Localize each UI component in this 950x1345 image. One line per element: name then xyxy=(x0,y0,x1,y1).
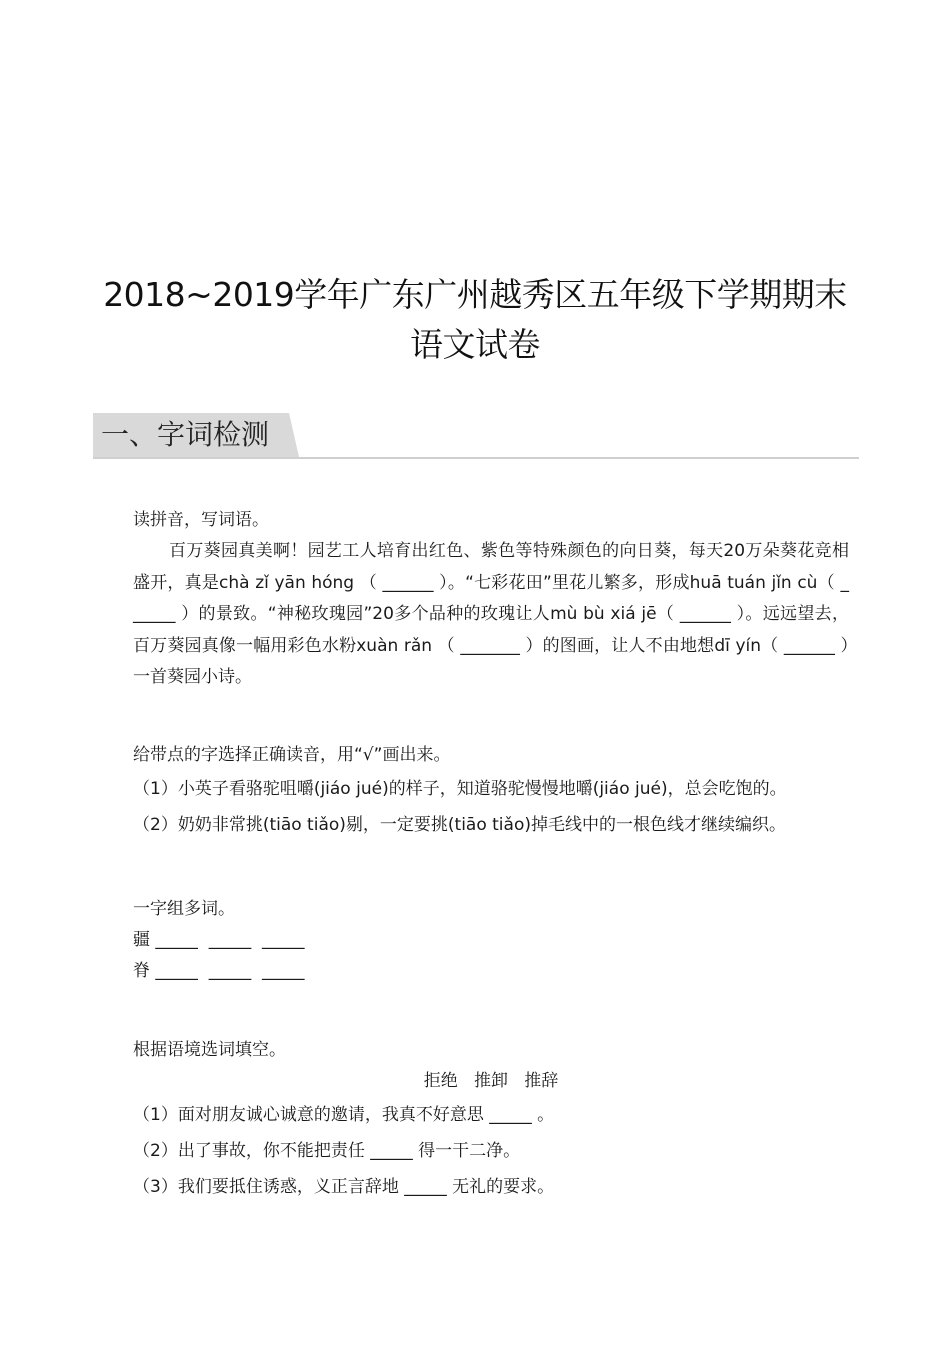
question-instruction: 给带点的字选择正确读音，用“√”画出来。 xyxy=(133,745,451,765)
question-pronunciation xyxy=(133,740,849,843)
question-instruction: 读拼音，写词语。 xyxy=(133,510,269,530)
title-line-2: 语文试卷 xyxy=(410,325,540,364)
section-header xyxy=(93,413,859,459)
question-instruction: 一字组多词。 xyxy=(133,899,235,919)
question-item: （1）小英子看骆驼咀嚼(jiáo jué)的样子，知道骆驼慢慢地嚼(jiáo jué)，总会吃饱的。 xyxy=(133,779,787,799)
question-item: （2）出了事故，你不能把责任 _____ 得一干二净。 xyxy=(133,1141,521,1161)
question-item: （2）奶奶非常挑(tiāo tiǎo)剔，一定要挑(tiāo tiǎo)掉毛线中的一根色线才继续编织。 xyxy=(133,815,786,835)
question-fill-blank xyxy=(133,1035,849,1205)
document-title xyxy=(0,270,950,370)
word-options: 拒绝 推卸 推辞 xyxy=(423,1071,559,1091)
section-divider xyxy=(93,457,859,459)
section-heading: 一、字词检测 xyxy=(101,418,270,451)
question-item: （3）我们要抵住诱惑，义正言辞地 _____ 无礼的要求。 xyxy=(133,1177,555,1197)
question-instruction: 根据语境选词填空。 xyxy=(133,1040,286,1060)
word-group-row: 脊 _____ _____ _____ xyxy=(133,961,305,981)
pinyin-passage: 百万葵园真美啊！园艺工人培育出红色、紫色等特殊颜色的向日葵，每天20万朵葵花竞相盛开，真是chà zǐ yān hóng （ ______ ）。“七彩花田”里花儿繁多，形成huā tuán jǐn cù（ ______ ）的景致。“神秘玫瑰园”20多个品种的玫瑰让人mù bù xiá jē（ ______ ）。远远望去，百万葵园真像一幅用彩色水粉xuàn rǎn （ _______ ）的图画，让人不由地想dī yín（ ______ ）一首葵园小诗。 xyxy=(133,541,849,687)
question-word-groups xyxy=(133,894,849,987)
question-item: （1）面对朋友诚心诚意的邀请，我真不好意思 _____ 。 xyxy=(133,1105,555,1125)
title-line-1: 2018~2019学年广东广州越秀区五年级下学期期末 xyxy=(103,275,847,314)
word-group-row: 疆 _____ _____ _____ xyxy=(133,930,305,950)
question-pinyin xyxy=(133,505,849,694)
